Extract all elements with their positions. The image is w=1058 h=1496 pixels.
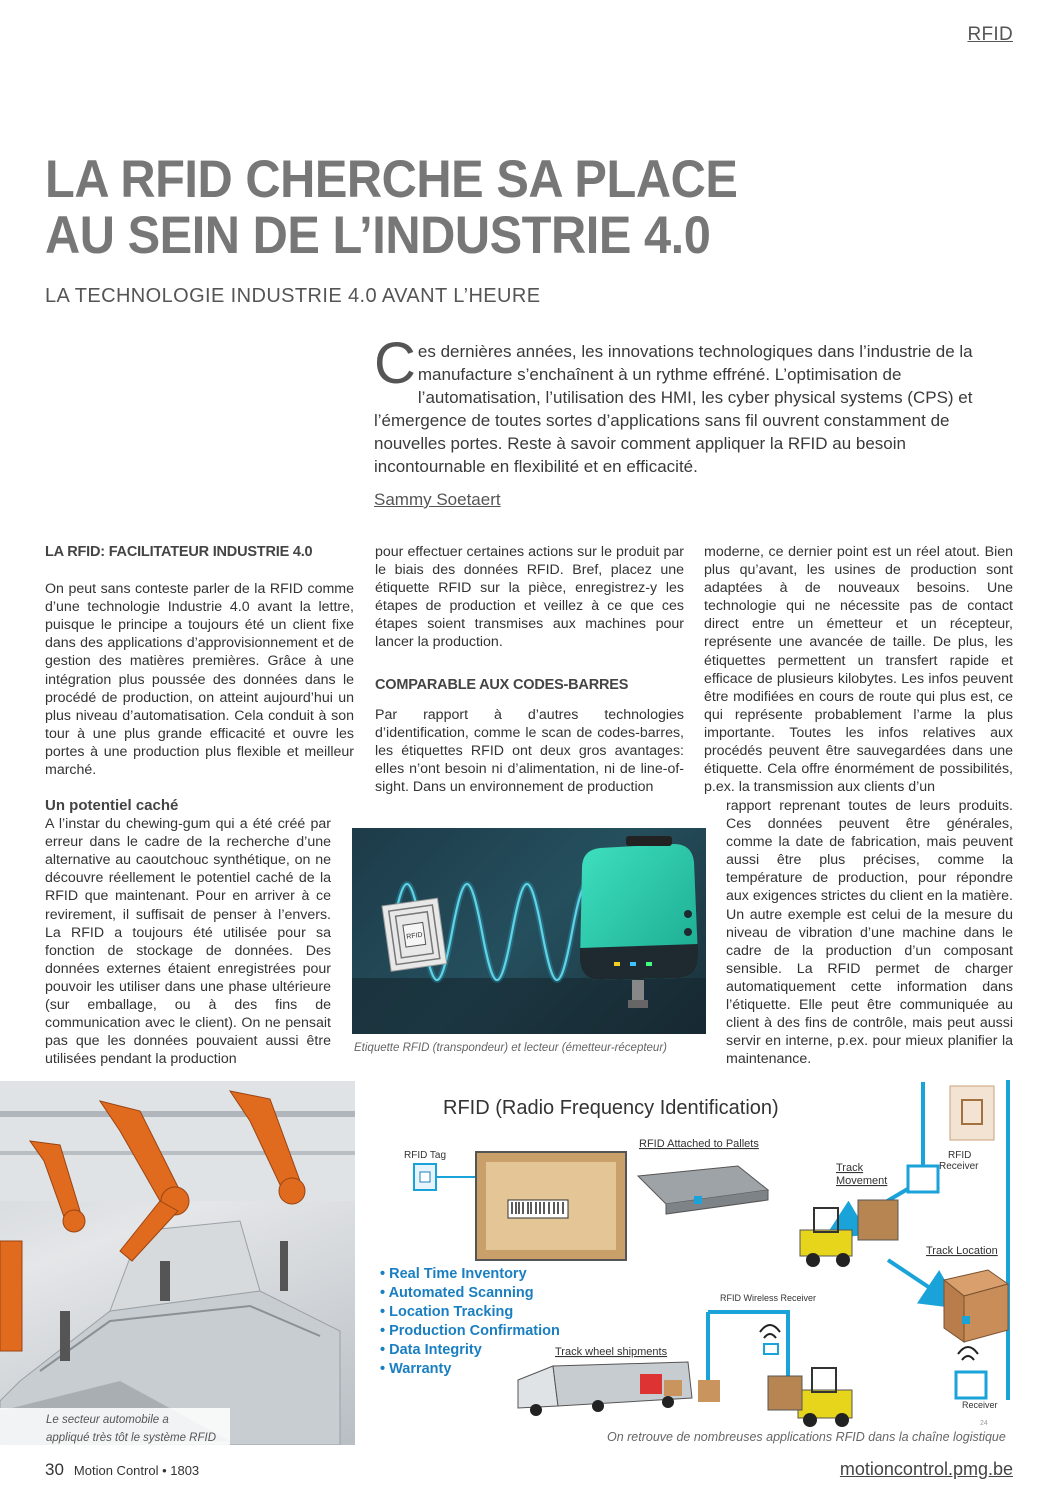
automotive-caption-line-2: appliqué très tôt le système RFID [46, 1432, 217, 1444]
forklift-bottom-icon [768, 1368, 852, 1427]
diagram-page-number: 24 [980, 1420, 988, 1427]
diagram-caption: On retrouve de nombreuses applications RFID dans la chaîne logistique [607, 1430, 1006, 1444]
article-subtitle: LA TECHNOLOGIE INDUSTRIE 4.0 AVANT L’HEURE [45, 285, 541, 307]
page-number: 30 [45, 1460, 64, 1479]
author-link[interactable]: Sammy Soetaert [374, 490, 501, 509]
feature-bullet-3: • Location Tracking [380, 1304, 514, 1320]
col3-paragraph-1: moderne, ce dernier point est un réel atout. Bien plus qu’avant, les usines de production sont adaptées à de nouveaux besoins. Une technologie qui ne nécessite pas de contact direct entre un émetteur et un récepteur, représente une avancée de taille. De plus, les étiquettes permettent un transfert rapide et efficace de plusieurs kilobytes. Les infos peuvent être modifiées en cours de route qui plus est, ce qui représente probablement l’arme la plus importante. Toutes les infos relatives aux procédés peuvent être sauvegardées dans une étiquette. Cela offre énormément de possibilités, p.ex. la transmission aux clients d’un [704, 544, 1013, 796]
intro-paragraph [374, 331, 1004, 478]
column-1 [45, 543, 354, 779]
feature-list [380, 1266, 560, 1377]
feature-bullet-2: • Automated Scanning [380, 1285, 534, 1301]
truck-icon [518, 1362, 720, 1416]
magazine-issue: Motion Control • 1803 [73, 1463, 200, 1478]
col3-paragraph-2: rapport reprenant toutes de leurs produits. Ces données peuvent être générales, comme la date de fabrication, mais peuvent aussi être plus précises, comme la température de production, pour répondre aux exigences strictes du client en la matière. Un autre exemple est celui de la mesure du niveau de vibration d’une machine dans le cadre de la production d’un composant sensible. La RFID permet de charger automatiquement cette information dans l’étiquette. Elle peut être communiquée au client à des fins de contrôle, mais peut aussi servir en interne, p.ex. pour mieux planifier la maintenance. [726, 798, 1013, 1068]
rfid-logistics-diagram [368, 1080, 1016, 1430]
label-receiver-1: RFID [948, 1150, 972, 1161]
label-rfid-tag: RFID Tag [404, 1150, 447, 1161]
col2-paragraph-2: Par rapport à d’autres technologies d’identification, comme le scan de codes-barres, les étiquettes RFID ont deux gros avantages: elles n’ont besoin ni d’alimentation, ni de line-of-sight. Dans un environnement de production [375, 706, 684, 796]
rfid-wave-illustration [352, 828, 706, 1034]
article-title-line-2: AU SEIN DE L’INDUSTRIE 4.0 [45, 206, 711, 265]
label-track-wheel: Track wheel shipments [555, 1346, 668, 1358]
heading-facilitateur: LA RFID: FACILITATEUR INDUSTRIE 4.0 [45, 544, 313, 560]
section-tag: RFID [967, 24, 1013, 45]
label-track-location: Track Location [926, 1245, 998, 1257]
tag-rfid-label: RFID [405, 931, 424, 941]
article-title-line-1: LA RFID CHERCHE SA PLACE [45, 150, 738, 209]
receiver-bottom-icon [956, 1372, 986, 1398]
diagram-title: RFID (Radio Frequency Identification) [443, 1097, 779, 1119]
column-3 [704, 543, 1013, 796]
drop-cap: C [374, 331, 416, 396]
column-3-lower [726, 797, 1013, 1068]
label-track-movement-1: Track [836, 1162, 864, 1174]
diagram-svg [368, 1080, 1016, 1430]
label-receiver-2: Receiver [939, 1161, 979, 1172]
col2-paragraph-1: pour effectuer certaines actions sur le produit par le biais des données RFID. Bref, placez une étiquette RFID sur la pièce, enregistrez-y les étapes de production et veillez à ce que ces étapes soient transmises aux machines pour lancer la production. [375, 544, 684, 651]
rfid-reader-photo [352, 828, 706, 1034]
intro-text: es dernières années, les innovations technologiques dans l’industrie de la manufacture s’enchaînent à un rythme effréné. L’optimisation de l’automatisation, l’utilisation des HMI, les cyber physical systems (CPS) et l’émergence de toutes sortes d’applications sans fil ouvrent constamment de nouvelles portes. Reste à savoir comment appliquer la RFID au besoin incontournable en flexibilité et en efficacité. [374, 342, 973, 476]
feature-bullet-6: • Warranty [380, 1361, 452, 1377]
rfid-photo-caption: Etiquette RFID (transpondeur) et lecteur (émetteur-récepteur) [354, 1042, 667, 1054]
receiver-top-icon [908, 1166, 938, 1192]
label-receiver-bottom: Receiver [962, 1400, 998, 1410]
feature-bullet-4: • Production Confirmation [380, 1323, 560, 1339]
heading-codes-barres: COMPARABLE AUX CODES-BARRES [375, 676, 629, 693]
label-wireless-receiver: RFID Wireless Receiver [720, 1293, 817, 1303]
column-2 [375, 543, 684, 796]
footer-left [45, 1460, 199, 1480]
rfid-receiver-tag-icon [950, 1086, 994, 1140]
feature-bullet-5: • Data Integrity [380, 1342, 482, 1358]
feature-bullet-1: • Real Time Inventory [380, 1266, 527, 1282]
col1-paragraph-2: A l’instar du chewing-gum qui a été créé par erreur dans le cadre de la recherche d’une alternative au caoutchouc synthétique, on ne découvre réellement le potentiel caché de la RFID que maintenant. Pour en arriver à ce revirement, il suffisait de penser à l’envers. La RFID a toujours été utilisée pour sa fonction de stockage de données. Des données externes étaient enregistrées pour pouvoir les utiliser dans une phase ultérieure (sur emballage, ou à des fins de communication avec le client). On ne pensait pas que les données pouvaient aussi être utilisées pendant la production [45, 816, 331, 1068]
automotive-caption-box [0, 1408, 230, 1445]
article-title [45, 152, 873, 264]
robot-arms-illustration [0, 1081, 355, 1445]
automotive-factory-photo [0, 1081, 355, 1445]
automotive-caption-line-1: Le secteur automobile a [46, 1414, 169, 1426]
label-track-movement-2: Movement [836, 1175, 888, 1187]
label-pallets: RFID Attached to Pallets [639, 1138, 759, 1150]
column-1-lower [45, 797, 331, 1068]
col1-paragraph-1: On peut sans conteste parler de la RFID comme d’une technologie Industrie 4.0 avant la lettre, puisque le principe a toujours été un client fixe dans des applications d’approvisionnement et de gestion des matières premières. Grâce à une intégration plus poussée des données dans le procédé de production, on atteint aujourd’hui un plus niveau d’automatisation. Cela conduit à son tour à une plus grande efficacité et ouvre les portes à une production plus flexible et meilleur marché. [45, 581, 354, 779]
forklift-top-icon [800, 1200, 898, 1267]
footer-url-link[interactable]: motioncontrol.pmg.be [839, 1459, 1013, 1479]
heading-potentiel-cache: Un potentiel caché [45, 797, 179, 814]
